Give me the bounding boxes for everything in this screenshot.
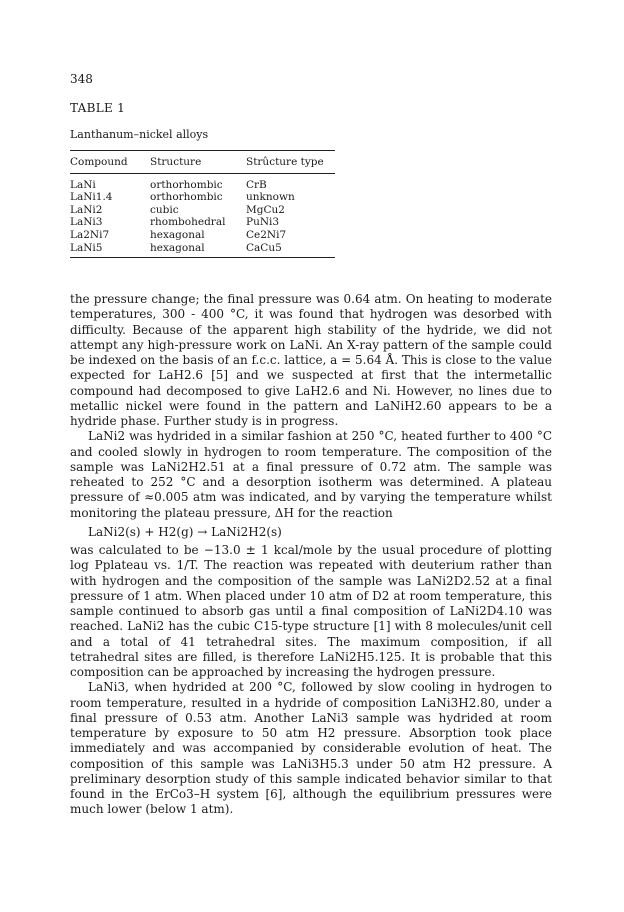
structure-type-cell: Ce2Ni7 — [246, 228, 287, 241]
column-header-structure: Structure — [150, 151, 246, 174]
compound-cell: LaNi1.4 — [70, 191, 113, 204]
paragraph-lani-hydride: the pressure change; the final pressure was 0.64 atm. On heating to moderate temperatures, 300 - 400 °C, it was found that hydrogen was desorbed with difficulty. Because of the apparent high stability of the hydride, we did not attempt any high-pressure work on LaNi. An X-ray pattern of the sample could be indexed on the basis of an f.c.c. lattice, a = 5.64 Å. This is close to the value expected for LaH2.6 [5] and we suspected at first that the intermetallic compound had decomposed to give LaH2.6 and Ni. However, no lines due to metallic nickel were found in the pattern and LaNiH2.60 appears to be a hydride phase. Further study is in progress. — [70, 292, 552, 428]
column-header-compound: Compound — [70, 151, 150, 174]
page-number: 348 — [70, 72, 93, 86]
compound-cell: LaNi — [70, 178, 96, 191]
table-label: TABLE 1 — [70, 101, 126, 115]
table-row — [70, 242, 335, 258]
table-row — [70, 229, 335, 242]
article-body — [70, 292, 552, 818]
paragraph-enthalpy-deuterium: was calculated to be −13.0 ± 1 kcal/mole by the usual procedure of plotting log Pplateau vs. 1/T. The reaction was repeated with deuterium rather than with hydrogen and the composition of the sample was LaNi2D2.52 at a final pressure of 1 atm. When placed under 10 atm of D2 at room temperature, this sample continued to absorb gas until a final composition of LaNi2D4.10 was reached. LaNi2 has the cubic C15-type structure [1] with 8 molecules/unit cell and a total of 41 tetrahedral sites. The maximum composition, if all tetrahedral sites are filled, is therefore LaNi2H5.125. It is probable that this composition can be approached by increasing the hydrogen pressure. — [70, 543, 552, 679]
column-header-structure-type: Strûcture type — [246, 151, 335, 174]
table-caption: Lanthanum–nickel alloys — [70, 128, 209, 141]
alloys-table — [70, 150, 335, 258]
compound-cell: LaNi2 — [70, 203, 103, 216]
structure-cell: orthorhombic — [150, 191, 223, 204]
reaction-equation: LaNi2(s) + H2(g) → LaNi2H2(s) — [88, 524, 282, 539]
structure-cell: cubic — [150, 203, 179, 216]
structure-type-cell: unknown — [246, 191, 295, 204]
paragraph-lani2-hydriding: LaNi2 was hydrided in a similar fashion at 250 °C, heated further to 400 °C and cooled slowly in hydrogen to room temperature. The composition of the sample was LaNi2H2.51 at a final pressure of 0.72 atm. The sample was reheated to 252 °C and a desorption isotherm was determined. A plateau pressure of ≈0.005 atm was indicated, and by varying the temperature whilst monitoring the plateau pressure, ΔH for the reaction — [70, 429, 552, 520]
structure-cell: hexagonal — [150, 242, 246, 258]
table-row — [70, 216, 335, 229]
structure-cell: hexagonal — [150, 228, 205, 241]
compound-cell: LaNi5 — [70, 242, 150, 258]
structure-type-cell: PuNi3 — [246, 216, 280, 229]
structure-type-cell: MgCu2 — [246, 203, 285, 216]
table-row — [70, 191, 335, 204]
table-row — [70, 173, 335, 191]
paragraph-lani3-hydriding: LaNi3, when hydrided at 200 °C, followed by slow cooling in hydrogen to room temperature, resulted in a hydride of composition LaNi3H2.80, under a final pressure of 0.53 atm. Another LaNi3 sample was hydrided at room temperature by exposure to 50 atm H2 pressure. Absorption took place immediately and was accompanied by considerable evolution of heat. The composition of this sample was LaNi3H5.3 under 50 atm H2 pressure. A preliminary desorption study of this sample indicated behavior similar to that found in the ErCo3–H system [6], although the equilibrium pressures were much lower (below 1 atm). — [70, 680, 552, 817]
structure-type-cell: CaCu5 — [246, 242, 335, 258]
table-row — [70, 204, 335, 217]
compound-cell: LaNi3 — [70, 216, 103, 229]
table-header-row — [70, 151, 335, 174]
structure-type-cell: CrB — [246, 178, 267, 191]
structure-cell: rhombohedral — [150, 216, 226, 229]
compound-cell: La2Ni7 — [70, 228, 110, 241]
structure-cell: orthorhombic — [150, 178, 223, 191]
